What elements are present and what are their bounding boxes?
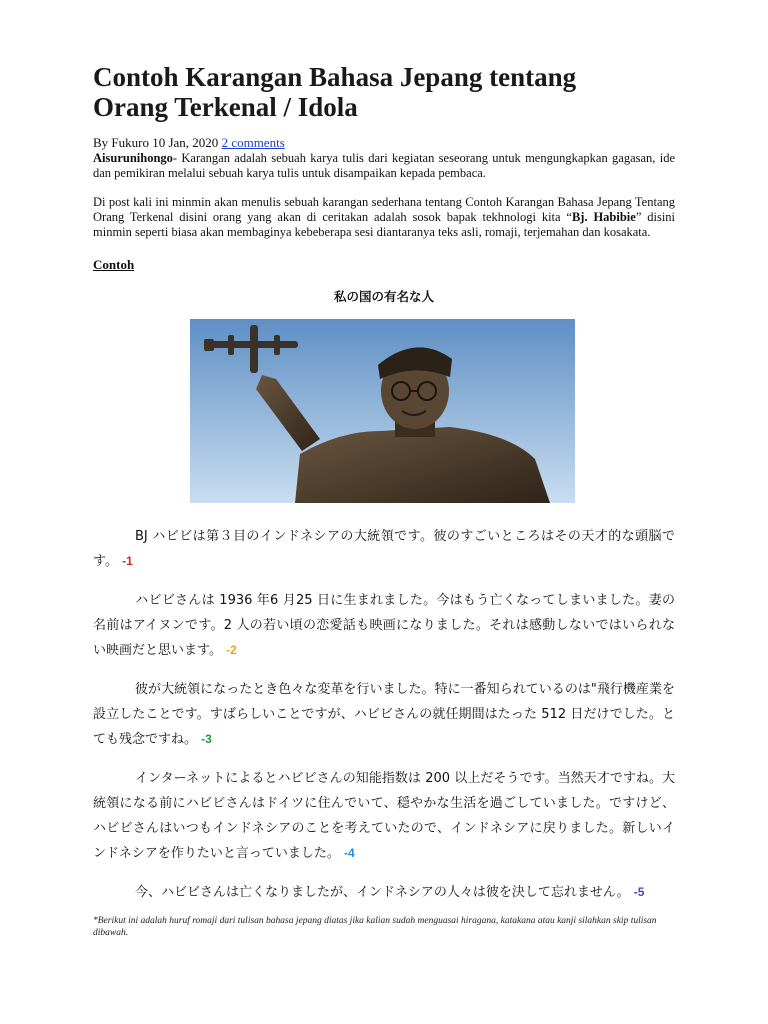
paragraph-tag-1: -1 [122,554,133,568]
p2-end: ” disini minmin seperti biasa akan membaginya kebeberapa sesi diantaranya teks asli, romaji, terjemahan dan kosakata. [93,210,676,239]
p2-start: Di post kali ini minmin akan menulis sebuah karangan sederhana tentang Contoh Karangan Bahasa Jepang Tentang Orang Terkenal disini orang yang akan di ceritakan adalah sosok bapak tekhnologi kita “ [93,195,675,224]
byline-text: By Fukuro 10 Jan, 2020 [93,135,219,150]
paragraph-tag-2: -2 [226,643,237,657]
title-line-2: Orang Terkenal / Idola [93,92,358,122]
article [93,62,675,939]
jp-text-5: 今、ハビビさんは亡くなりましたが、インドネシアの人々は彼を決して忘れません。 [135,885,630,900]
habibie-statue-photo [190,319,575,503]
jp-text-4: インターネットによるとハビビさんの知能指数は 200 以上だそうです。当然天才ですね。大統領になる前にハビビさんはドイツに住んでいて、穏やかな生活を過ごしていました。ですけど、ハビビさんはいつもインドネシアのことを考えていたので、インドネシアに戻りました。新しいインドネシアを作りたいと言っていました。 [93,771,675,861]
intro-paragraph [93,151,675,181]
paragraph-tag-5: -5 [633,885,645,899]
comments-link[interactable]: 2 comments [221,135,285,150]
paragraph-tag-4: -4 [344,846,355,860]
post-description [93,195,675,240]
paragraph-tag-3: -3 [201,732,212,746]
section-heading: Contoh [93,257,135,272]
title-line-1: Contoh Karangan Bahasa Jepang tentang [93,62,577,92]
japanese-title: 私の国の有名な人 [333,289,434,304]
japanese-paragraph-4 [93,766,675,866]
jp-text-1: BJ ハビビは第３目のインドネシアの大統領です。彼のすごいところはその天才的な頭脳です。 [93,529,675,569]
article-title [93,62,675,122]
byline [93,135,675,150]
jp-text-3: 彼が大統領になったとき色々な変革を行いました。特に一番知られているのは"飛行機産業を設立したことです。すばらしいことですが、ハビビさんの就任期間はたった 512 日だけでした。とても残念ですね。 [93,682,675,747]
romaji-footnote: *Berikut ini adalah huruf romaji dari tulisan bahasa jepang diatas jika kalian sudah menguasai hiragana, katakana atau kanji silahkan skip tulisan dibawah. [93,916,657,938]
japanese-paragraph-5 [93,880,675,905]
jp-text-2: ハビビさんは 1936 年6 月25 日に生まれました。今はもう亡くなってしまいました。妻の名前はアイヌンです。2 人の若い頃の恋愛話も映画になりました。それは感動しないではいられない映画だと思います。 [93,593,675,658]
intro-bold: Aisurunihongo [93,151,173,165]
japanese-paragraph-1 [93,524,675,574]
japanese-paragraph-3 [93,677,675,752]
p2-bold: Bj. Habibie [571,210,636,224]
intro-text: - Karangan adalah sebuah karya tulis dari kegiatan seseorang untuk mengungkapkan gagasan, ide dan pemikiran melalui sebuah karya tulis untuk disampaikan kepada pembaca. [93,151,675,180]
japanese-paragraph-2 [93,588,675,663]
